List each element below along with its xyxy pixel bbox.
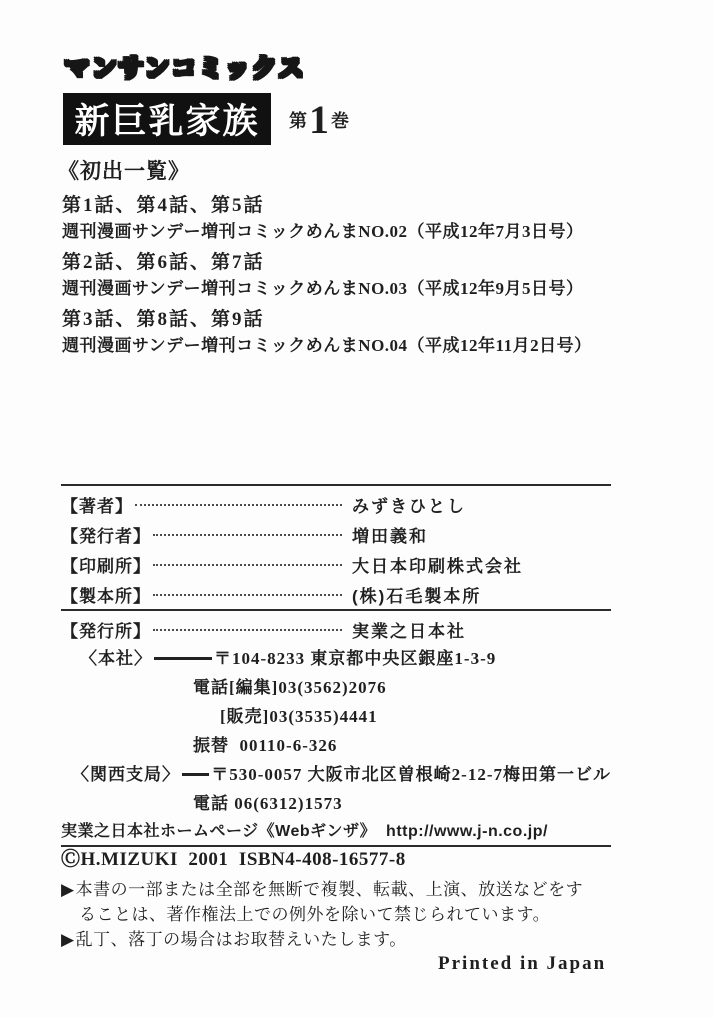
credit-label: 【印刷所】 [61, 556, 151, 576]
notice-text: 本書の一部または全部を無断で複製、転載、上演、放送などをす [75, 880, 584, 899]
imprint-section [61, 484, 611, 975]
first-appearance-section [58, 158, 658, 363]
credit-value: 実業之日本社 [352, 621, 466, 641]
phone-sales: [販売]03(3535)4441 [220, 707, 378, 726]
first-appearance-heading: 《初出一覧》 [58, 160, 190, 183]
volume-prefix: 第 [289, 111, 307, 131]
head-office-label: 〈本社〉 [80, 649, 152, 668]
episode-list: 第1話、第4話、第5話 [62, 195, 265, 216]
source-line: 週刊漫画サンデー増刊コミックめんまNO.04（平成12年11月2日号） [62, 336, 592, 355]
kansai-branch-line [61, 760, 611, 789]
volume-suffix: 巻 [331, 111, 349, 131]
credit-row [61, 579, 611, 609]
volume-number: 1 [309, 97, 329, 142]
leader-dots [135, 504, 342, 506]
notice-item [61, 877, 611, 927]
credit-label: 【製本所】 [61, 586, 151, 606]
leader-dots [153, 564, 342, 566]
credit-row [61, 489, 611, 519]
notice-item [61, 927, 611, 952]
leader-dots [153, 534, 342, 536]
leader-dots [153, 594, 342, 596]
first-appearance-entry [58, 192, 658, 245]
publisher-row [61, 614, 611, 644]
first-appearance-entry [58, 249, 658, 302]
homepage-line: 実業之日本社ホームページ《Webギンザ》 http://www.j-n.co.jp/ [61, 823, 548, 840]
credit-row [61, 519, 611, 549]
credit-value: (株)石毛製本所 [352, 586, 482, 606]
phone-editorial: 電話[編集]03(3562)2076 [193, 678, 387, 697]
connector-line [154, 657, 212, 660]
credit-value: 増田義和 [352, 526, 428, 546]
printed-in-japan: Printed in Japan [438, 953, 607, 974]
credit-label: 【発行者】 [61, 526, 151, 546]
episode-list: 第3話、第8話、第9話 [62, 309, 265, 330]
source-line: 週刊漫画サンデー増刊コミックめんまNO.02（平成12年7月3日号） [62, 222, 584, 241]
book-title: 新巨乳家族 [74, 102, 260, 141]
head-office-address: 〒104-8233 東京都中央区銀座1-3-9 [214, 649, 497, 668]
series-logo: マンサンコミックス [64, 53, 305, 83]
source-line: 週刊漫画サンデー増刊コミックめんまNO.03（平成12年9月5日号） [62, 279, 584, 298]
credit-row [61, 549, 611, 579]
first-appearance-entry [58, 306, 658, 359]
credit-value: 大日本印刷株式会社 [352, 556, 523, 576]
connector-line [182, 773, 209, 776]
episode-list: 第2話、第6話、第7話 [62, 252, 265, 273]
credit-label: 【発行所】 [61, 621, 151, 641]
kansai-branch-address: 〒530-0057 大阪市北区曽根崎2-12-7梅田第一ビル [211, 765, 611, 784]
divider [61, 484, 611, 486]
divider [61, 609, 611, 611]
credit-value: みずきひとし [352, 496, 466, 516]
leader-dots [153, 629, 342, 631]
copyright-line: ⒸH.MIZUKI 2001 ISBN4-408-16577-8 [61, 849, 406, 870]
kansai-branch-label: 〈関西支局〉 [72, 765, 180, 784]
triangle-bullet-icon: ▶ [61, 930, 75, 949]
notice-text: 乱丁、落丁の場合はお取替えいたします。 [75, 930, 407, 949]
notice-text-continued: ることは、著作権法上での例外を除いて禁じられています。 [79, 905, 551, 924]
volume-label [289, 96, 349, 144]
credit-label: 【著者】 [61, 496, 133, 516]
book-title-box [63, 93, 271, 145]
triangle-bullet-icon: ▶ [61, 880, 75, 899]
kansai-branch-phone: 電話 06(6312)1573 [193, 794, 343, 813]
head-office-line [61, 644, 611, 673]
postal-transfer-account: 振替 00110-6-326 [193, 736, 338, 755]
